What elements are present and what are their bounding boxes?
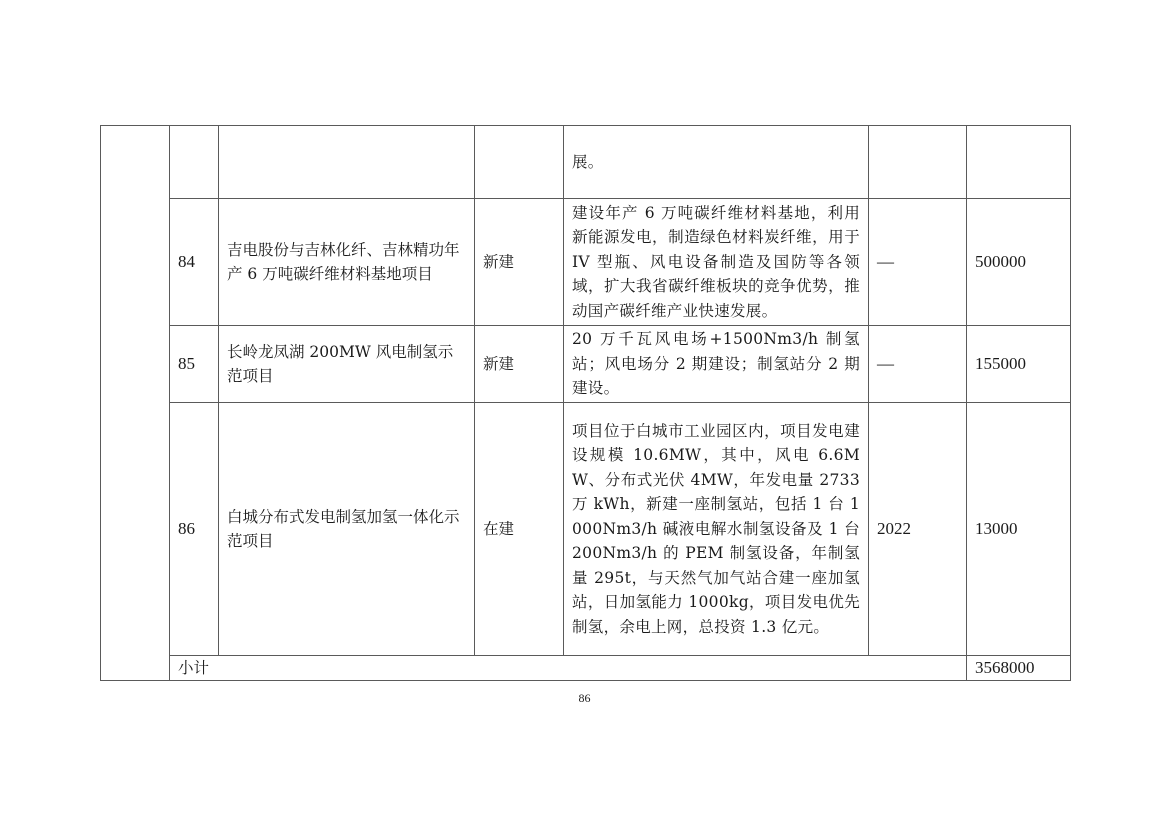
status-cell: 新建 — [475, 199, 564, 326]
table-row — [101, 199, 1071, 326]
description-cell: 展。 — [564, 126, 869, 199]
year-cell: — — [869, 199, 967, 326]
project-name-cell — [219, 126, 475, 199]
index-cell: 85 — [170, 326, 219, 403]
status-cell: 新建 — [475, 326, 564, 403]
table-row — [101, 326, 1071, 403]
table-row-continuation — [101, 126, 1071, 199]
project-name-cell: 吉电股份与吉林化纤、吉林精功年产 6 万吨碳纤维材料基地项目 — [219, 199, 475, 326]
investment-cell: 13000 — [967, 403, 1071, 656]
status-cell: 在建 — [475, 403, 564, 656]
subtotal-label: 小计 — [170, 656, 967, 681]
investment-cell: 155000 — [967, 326, 1071, 403]
description-cell: 项目位于白城市工业园区内，项目发电建设规模 10.6MW，其中，风电 6.6MW、分布式光伏 4MW，年发电量 2733 万 kWh，新建一座制氢站，包括 1 台 1000Nm3/h 碱液电解水制氢设备及 1 台 200Nm3/h 的 PEM 制氢设备，年制氢量 295t，与天然气加气站合建一座加氢站，日加氢能力 1000kg，项目发电优先制氢，余电上网，总投资 1.3 亿元。 — [564, 403, 869, 656]
page-number: 86 — [578, 691, 591, 705]
year-cell: 2022 — [869, 403, 967, 656]
subtotal-row — [101, 656, 1071, 681]
subtotal-value: 3568000 — [967, 656, 1071, 681]
project-name-cell: 白城分布式发电制氢加氢一体化示范项目 — [219, 403, 475, 656]
index-cell: 86 — [170, 403, 219, 656]
index-cell — [170, 126, 219, 199]
investment-cell: 500000 — [967, 199, 1071, 326]
investment-cell — [967, 126, 1071, 199]
year-cell — [869, 126, 967, 199]
category-cell — [101, 126, 170, 681]
index-cell: 84 — [170, 199, 219, 326]
project-name-cell: 长岭龙凤湖 200MW 风电制氢示范项目 — [219, 326, 475, 403]
year-cell: — — [869, 326, 967, 403]
status-cell — [475, 126, 564, 199]
project-table — [100, 125, 1071, 681]
table-row — [101, 403, 1071, 656]
description-cell: 20 万千瓦风电场+1500Nm3/h 制氢站；风电场分 2 期建设；制氢站分 2 期建设。 — [564, 326, 869, 403]
description-cell: 建设年产 6 万吨碳纤维材料基地，利用新能源发电，制造绿色材料炭纤维，用于 IV 型瓶、风电设备制造及国防等各领域，扩大我省碳纤维板块的竞争优势，推动国产碳纤维产业快速发展。 — [564, 199, 869, 326]
